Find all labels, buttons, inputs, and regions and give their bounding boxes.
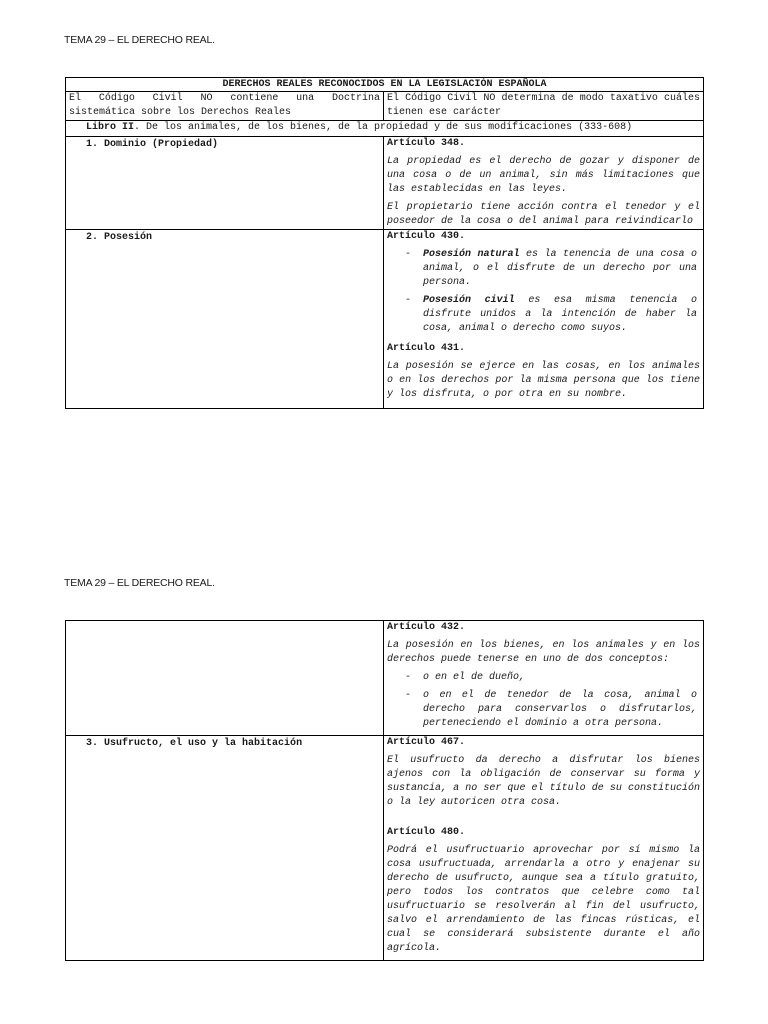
intro-left-cell: El Código Civil NO contiene una Doctrina sistemática sobre los Derechos Reales xyxy=(66,92,384,121)
article-heading: Artículo 480. xyxy=(387,827,466,838)
article-heading: Artículo 430. xyxy=(387,231,466,242)
section-title: Usufructo, el uso y la habitación xyxy=(104,738,303,749)
dash-marker: - xyxy=(405,249,412,260)
rights-table-page1 xyxy=(65,77,704,409)
rights-table-page2 xyxy=(65,620,704,961)
dash-marker: - xyxy=(405,690,412,701)
article-heading: Artículo 432. xyxy=(387,622,466,633)
article-paragraph: El propietario tiene acción contra el tenedor y el poseedor de la cosa o del animal para reivindicarlo xyxy=(387,202,700,227)
section-number: 2. xyxy=(86,232,99,243)
article-paragraph: La propiedad es el derecho de gozar y disponer de una cosa o de un animal, sin más limitaciones que las establecidas en las leyes. xyxy=(387,156,700,195)
section-number: 3. xyxy=(86,738,99,749)
term-definition: es esa misma tenencia o disfrute unidos a la intención de haber la cosa, animal o derecho como suyos. xyxy=(423,295,698,334)
article-paragraph: El usufructo da derecho a disfrutar los bienes ajenos con la obligación de conservar su forma y sustancia, a no ser que el título de su constitución o la ley autoricen otra cosa. xyxy=(387,755,700,808)
list-item xyxy=(387,689,700,731)
dash-marker: - xyxy=(405,295,412,306)
term-definition: es la tenencia de una cosa o animal, o el disfrute de un derecho por una persona. xyxy=(423,249,698,288)
list-item xyxy=(387,671,700,685)
dash-marker: - xyxy=(405,672,412,683)
usufructo-content xyxy=(384,736,704,961)
table-title: DERECHOS REALES RECONOCIDOS EN LA LEGISLACIÓN ESPAÑOLA xyxy=(66,78,704,92)
section-title: Dominio (Propiedad) xyxy=(104,139,219,150)
posesion-content xyxy=(384,230,704,409)
dash-list xyxy=(387,248,700,336)
list-item-text: o en el de dueño, xyxy=(423,672,526,683)
section-number: 1. xyxy=(86,139,99,150)
libro-text: . De los animales, de los bienes, de la propiedad y de sus modificaciones (333-608) xyxy=(134,122,633,133)
list-item xyxy=(387,248,700,290)
intro-right-cell: El Código Civil NO determina de modo taxativo cuáles tienen ese carácter xyxy=(384,92,704,121)
libro-label: Libro II xyxy=(86,122,135,133)
article-heading: Artículo 431. xyxy=(387,343,466,354)
term-bold: Posesión civil xyxy=(423,295,515,306)
article-paragraph: Podrá el usufructuario aprovechar por sí mismo la cosa usufructuada, arrendarla a otro y enajenar su derecho de usufructo, aunque sea a título gratuito, pero todos los contratos que celebre como tal usufructuario se resolverán al fin del usufructo, salvo el arrendamiento de las fincas rústicas, el cual se considerará subsistente durante el año agrícola. xyxy=(387,845,700,954)
section-usufructo xyxy=(66,736,384,961)
page-header: TEMA 29 – EL DERECHO REAL. xyxy=(64,34,215,46)
list-item-text: o en el de tenedor de la cosa, animal o derecho para conservarlos o disfrutarlos, perteneciendo el dominio a otra persona. xyxy=(423,690,697,729)
list-item xyxy=(387,294,700,336)
libro-row xyxy=(66,121,704,137)
dash-list xyxy=(387,671,700,731)
section-title: Posesión xyxy=(104,232,153,243)
spacer xyxy=(387,810,700,826)
section-dominio xyxy=(66,137,384,230)
article-paragraph: La posesión en los bienes, en los animales y en los derechos puede tenerse en uno de dos conceptos: xyxy=(387,640,700,665)
article-paragraph: La posesión se ejerce en las cosas, en los animales o en los derechos por la misma persona que los tiene y los disfruta, o por otra en su nombre. xyxy=(387,361,700,400)
term-bold: Posesión natural xyxy=(423,249,520,260)
article-heading: Artículo 348. xyxy=(387,138,466,149)
article-heading: Artículo 467. xyxy=(387,737,466,748)
empty-left-cell xyxy=(66,621,384,736)
page-header: TEMA 29 – EL DERECHO REAL. xyxy=(64,577,215,589)
art432-content xyxy=(384,621,704,736)
dominio-content xyxy=(384,137,704,230)
section-posesion xyxy=(66,230,384,409)
